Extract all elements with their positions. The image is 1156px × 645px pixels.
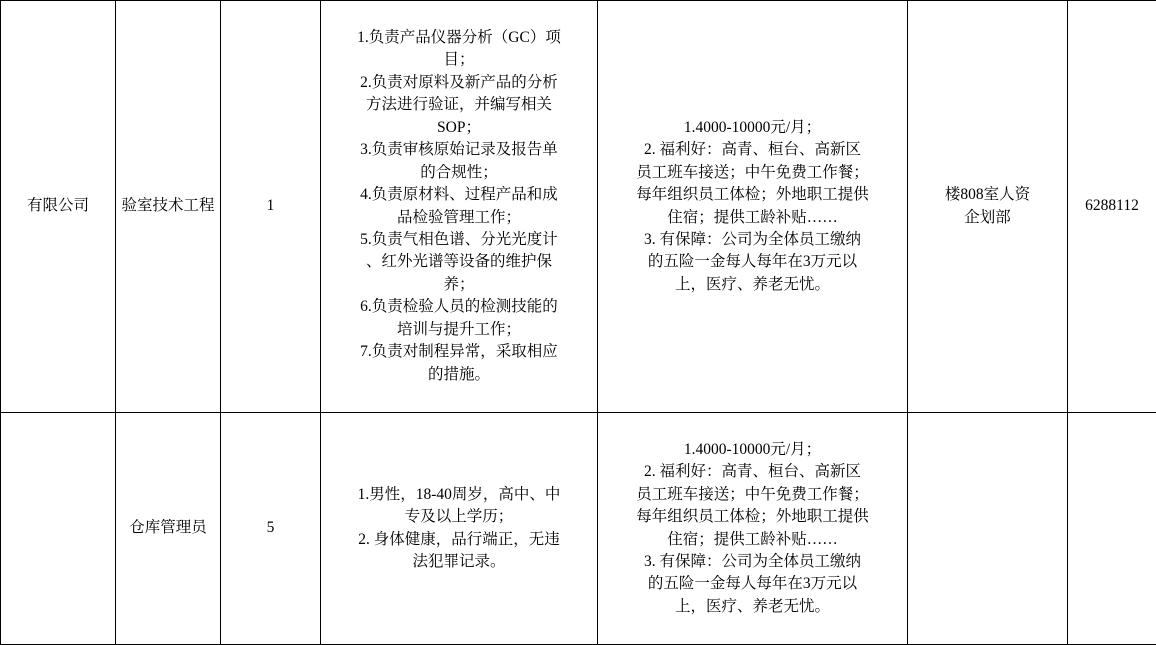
list-item: 1.男性，18-40周岁，高中、中 — [357, 485, 561, 503]
telephone-value: 6288112 — [1085, 197, 1139, 215]
list-item: 1.4000-10000元/月； — [683, 118, 822, 136]
salary-benefits-list — [602, 439, 903, 619]
list-item: 的五险一金每人每年在3万元以 — [647, 253, 858, 271]
list-item: 上，医疗、养老无忧。 — [674, 275, 830, 293]
requirements-list — [325, 484, 593, 574]
cell-company — [1, 413, 116, 645]
cell-requirements — [321, 1, 598, 413]
list-item: 7.负责对制程异常，采取相应 — [360, 343, 558, 361]
cell-salary-benefits — [598, 1, 908, 413]
list-item: 住宿；提供工龄补贴…… — [667, 208, 838, 226]
requirements-list — [325, 27, 593, 387]
list-item: 每年组织员工体检；外地职工提供 — [636, 508, 869, 526]
list-item: 法犯罪记录。 — [412, 552, 506, 570]
list-item: 住宿；提供工龄补贴…… — [667, 530, 838, 548]
list-item: 6.负责检验人员的检测技能的 — [360, 298, 558, 316]
list-item: 目； — [443, 51, 475, 69]
salary-benefits-list — [602, 117, 903, 297]
address-line: 企划部 — [964, 208, 1011, 226]
list-item: 、红外光谱等设备的维护保 — [365, 253, 552, 271]
cell-address — [908, 413, 1068, 645]
cell-address — [908, 1, 1068, 413]
list-item: SOP； — [437, 118, 481, 136]
list-item: 养； — [443, 275, 475, 293]
position-name: 验室技术工程 — [121, 197, 215, 215]
list-item: 2. 身体健康，品行端正，无违 — [358, 530, 560, 548]
cell-position — [116, 413, 221, 645]
table-row — [1, 1, 1156, 413]
cell-telephone — [1068, 1, 1156, 413]
list-item: 培训与提升工作； — [396, 320, 521, 338]
list-item: 的合规性； — [420, 163, 498, 181]
list-item: 方法进行验证，并编写相关 — [365, 96, 552, 114]
cell-headcount — [221, 1, 321, 413]
list-item: 的五险一金每人每年在3万元以 — [647, 575, 858, 593]
list-item: 1.负责产品仪器分析（GC）项 — [357, 28, 561, 46]
list-item: 2. 福利好：高青、桓台、高新区 — [643, 141, 861, 159]
list-item: 3.负责审核原始记录及报告单 — [360, 141, 558, 159]
list-item: 专及以上学历； — [404, 508, 514, 526]
list-item: 4.负责原材料、过程产品和成 — [360, 186, 558, 204]
cell-requirements — [321, 413, 598, 645]
list-item: 员工班车接送；中午免费工作餐； — [636, 485, 869, 503]
list-item: 员工班车接送；中午免费工作餐； — [636, 163, 869, 181]
cell-headcount — [221, 413, 321, 645]
list-item: 3. 有保障：公司为全体员工缴纳 — [643, 230, 861, 248]
list-item: 5.负责气相色谱、分光光度计 — [360, 230, 558, 248]
list-item: 1.4000-10000元/月； — [683, 440, 822, 458]
table-row — [1, 413, 1156, 645]
company-name: 有限公司 — [26, 197, 89, 215]
list-item: 上，医疗、养老无忧。 — [674, 597, 830, 615]
cell-position — [116, 1, 221, 413]
headcount-value: 1 — [266, 197, 275, 215]
list-item: 2. 福利好：高青、桓台、高新区 — [643, 463, 861, 481]
position-name: 仓库管理员 — [129, 519, 207, 537]
headcount-value: 5 — [266, 519, 275, 537]
cell-telephone — [1068, 413, 1156, 645]
list-item: 3. 有保障：公司为全体员工缴纳 — [643, 552, 861, 570]
address-line: 楼808室人资 — [944, 186, 1031, 204]
list-item: 品检验管理工作； — [396, 208, 521, 226]
cell-salary-benefits — [598, 413, 908, 645]
cell-company — [1, 1, 116, 413]
list-item: 2.负责对原料及新产品的分析 — [360, 73, 558, 91]
list-item: 的措施。 — [427, 365, 490, 383]
list-item: 每年组织员工体检；外地职工提供 — [636, 186, 869, 204]
